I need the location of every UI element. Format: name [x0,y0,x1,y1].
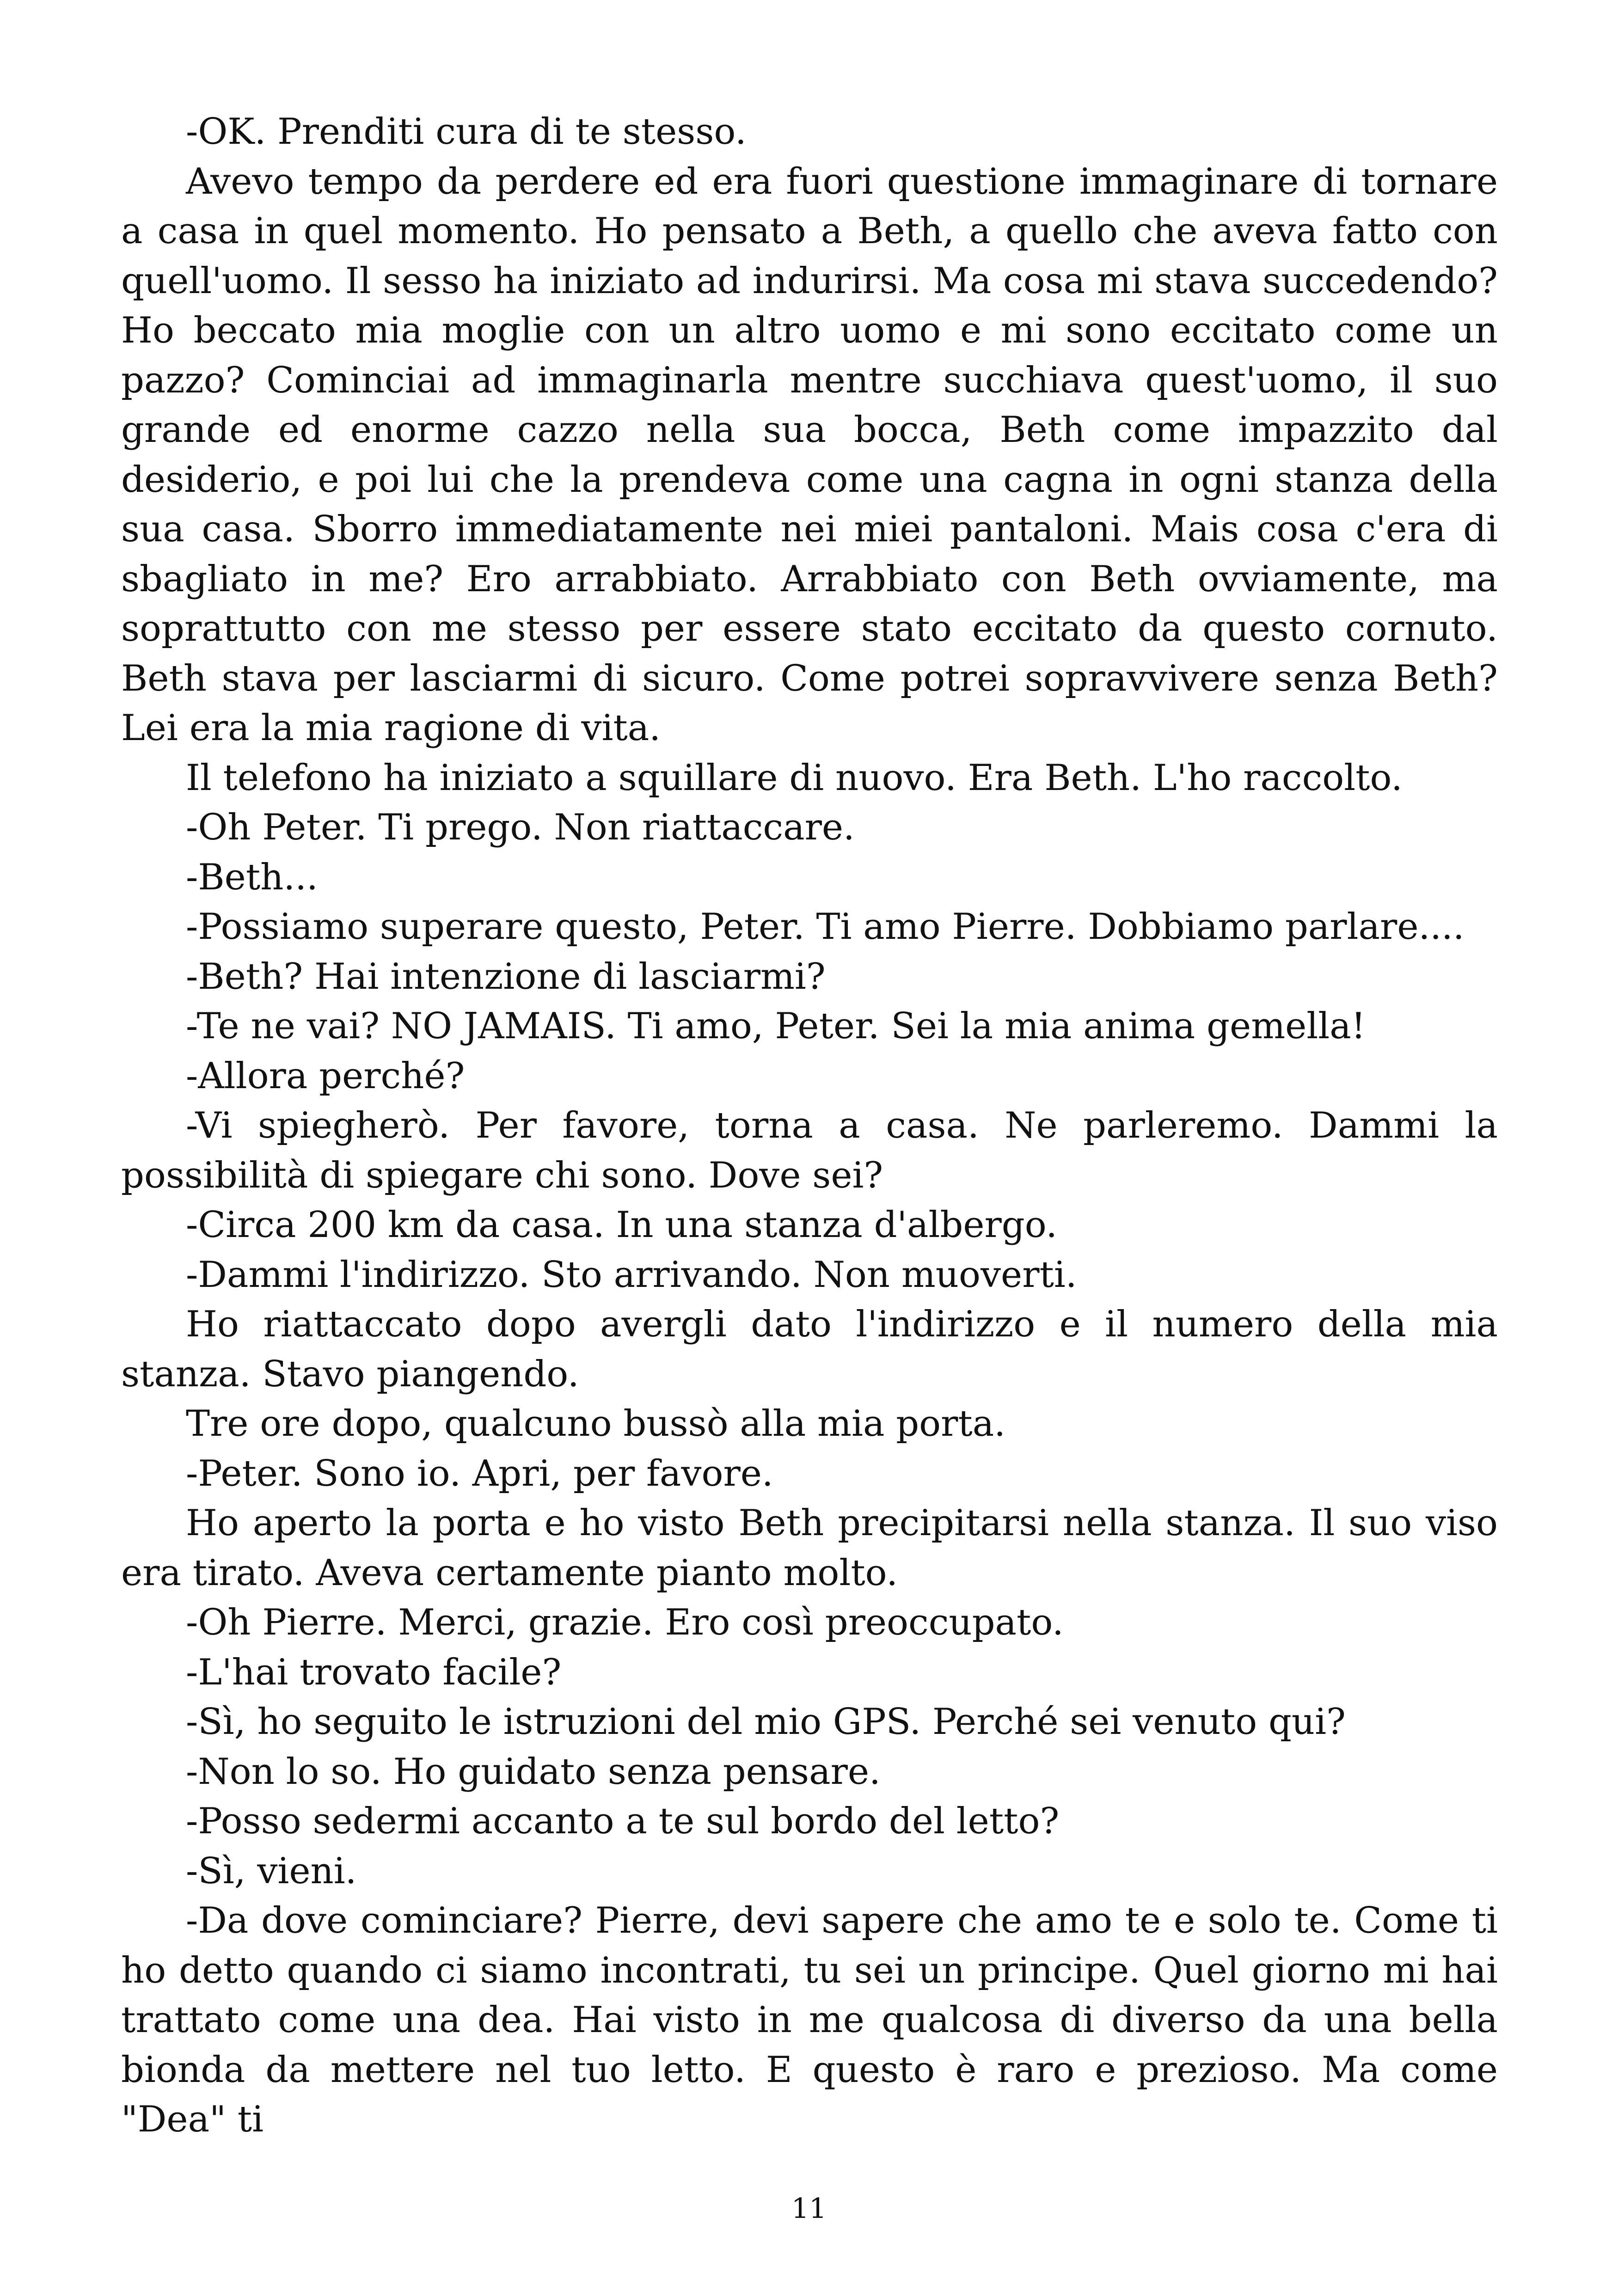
paragraph: -Vi spiegherò. Per favore, torna a casa. Ne parleremo. Dammi la possibilità di spiegare chi sono. Dove sei? [121,1105,1498,1196]
paragraph: -Oh Pierre. Merci, grazie. Ero così preoccupato. [186,1602,1064,1643]
paragraph: -Peter. Sono io. Apri, per favore. [186,1452,773,1494]
paragraph: Avevo tempo da perdere ed era fuori questione immaginare di tornare a casa in quel momento. Ho pensato a Beth, a quello che aveva fatto con quell'uomo. Il sesso ha iniziato ad indurirsi. Ma cosa mi stava succedendo? Ho beccato mia moglie con un altro uomo e mi sono eccitato come un pazzo? Cominciai ad immaginarla mentre succhiava quest'uomo, il suo grande ed enorme cazzo nella sua bocca, Beth come impazzito dal desiderio, e poi lui che la prendeva come una cagna in ogni stanza della sua casa. Sborro immediatamente nei miei pantaloni. Mais cosa c'era di sbagliato in me? Ero arrabbiato. Arrabbiato con Beth ovviamente, ma soprattutto con me stesso per essere stato eccitato da questo cornuto. Beth stava per lasciarmi di sicuro. Come potrei sopravvivere senza Beth? Lei era la mia ragione di vita. [121,160,1498,749]
paragraph: -OK. Prenditi cura di te stesso. [186,111,747,153]
paragraph: -Oh Peter. Ti prego. Non riattaccare. [186,807,855,848]
paragraph: -Circa 200 km da casa. In una stanza d'albergo. [186,1204,1058,1246]
paragraph: Ho riattaccato dopo avergli dato l'indirizzo e il numero della mia stanza. Stavo piangendo. [121,1304,1498,1395]
paragraph: -Sì, ho seguito le istruzioni del mio GPS. Perché sei venuto qui? [186,1701,1346,1743]
paragraph: -Posso sedermi accanto a te sul bordo del letto? [186,1800,1060,1842]
body-text [121,107,1498,2145]
paragraph: -Te ne vai? NO JAMAIS. Ti amo, Peter. Sei la mia anima gemella! [186,1005,1366,1047]
paragraph: -Allora perché? [186,1055,465,1097]
paragraph: -Possiamo superare questo, Peter. Ti amo Pierre. Dobbiamo parlare.... [186,906,1465,948]
paragraph: -L'hai trovato facile? [186,1651,562,1693]
page-number: 11 [791,2192,827,2225]
paragraph: -Non lo so. Ho guidato senza pensare. [186,1751,881,1793]
paragraph: Ho aperto la porta e ho visto Beth precipitarsi nella stanza. Il suo viso era tirato. Aveva certamente pianto molto. [121,1502,1498,1594]
paragraph: -Beth? Hai intenzione di lasciarmi? [186,955,826,998]
paragraph: -Beth... [186,856,318,898]
paragraph: -Sì, vieni. [186,1850,357,1892]
paragraph: -Dammi l'indirizzo. Sto arrivando. Non muoverti. [186,1254,1077,1296]
paragraph: -Da dove cominciare? Pierre, devi sapere che amo te e solo te. Come ti ho detto quando ci siamo incontrati, tu sei un principe. Quel giorno mi hai trattato come una dea. Hai visto in me qualcosa di diverso da una bella bionda da mettere nel tuo letto. E questo è raro e prezioso. Ma come "Dea" ti [121,1900,1498,2140]
paragraph: Il telefono ha iniziato a squillare di nuovo. Era Beth. L'ho raccolto. [186,757,1403,799]
paragraph: Tre ore dopo, qualcuno bussò alla mia porta. [186,1403,1006,1445]
